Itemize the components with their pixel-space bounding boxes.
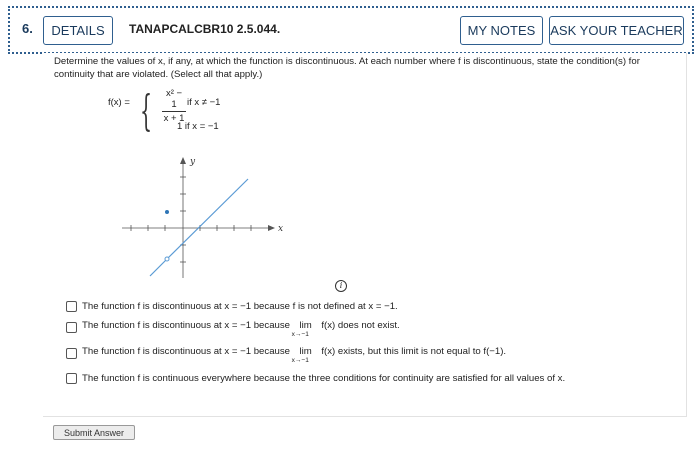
option-2-checkbox[interactable]: [66, 322, 77, 333]
limit-notation: lim x→−1: [291, 346, 312, 364]
fraction: [162, 88, 186, 124]
x-axis-arrow: [268, 225, 275, 231]
option-4-label: The function f is continuous everywhere because the three conditions for continuity are satisfied for all values of x.: [82, 373, 566, 384]
details-button[interactable]: DETAILS: [43, 16, 113, 45]
x-axis-label: x: [278, 224, 284, 234]
my-notes-button[interactable]: MY NOTES: [460, 16, 543, 45]
question-number: 6.: [22, 21, 33, 36]
option-3-label: The function f is discontinuous at x = −1 because lim x→−1 f(x) exists, but this limit is not equal to f(−1).: [82, 346, 507, 364]
option-1-checkbox[interactable]: [66, 301, 77, 312]
fraction-numerator: x² − 1: [162, 88, 186, 112]
fraction-denominator: x + 1: [163, 113, 185, 124]
function-label: f(x) =: [108, 97, 130, 108]
info-icon[interactable]: i: [335, 280, 347, 292]
limit-notation: lim x→−1: [291, 320, 312, 338]
case-1-condition: if x ≠ −1: [187, 97, 221, 108]
option-3-checkbox[interactable]: [66, 348, 77, 359]
filled-point: [165, 210, 169, 214]
option-4-checkbox[interactable]: [66, 373, 77, 384]
function-line-right: [169, 179, 249, 258]
function-graph: [118, 152, 288, 282]
option-1-label: The function f is discontinuous at x = −1 because f is not defined at x = −1.: [82, 301, 398, 312]
open-hole: [165, 257, 169, 261]
y-axis-arrow: [180, 157, 186, 164]
question-header: [8, 6, 694, 54]
function-line-left: [150, 261, 166, 277]
submit-answer-button[interactable]: Submit Answer: [53, 425, 135, 440]
question-instructions: Determine the values of x, if any, at which the function is discontinuous. At each number where f is discontinuous, state the condition(s) for continuity that are violated. (Select all that apply.): [54, 56, 640, 80]
question-code: TANAPCALCBR10 2.5.044.: [129, 22, 281, 36]
ask-teacher-button[interactable]: ASK YOUR TEACHER: [549, 16, 684, 45]
y-axis-label: y: [190, 157, 196, 167]
piecewise-brace: {: [140, 86, 153, 135]
case-2: 1 if x = −1: [177, 121, 219, 132]
option-2-label: The function f is discontinuous at x = −1 because lim x→−1 f(x) does not exist.: [82, 320, 400, 338]
